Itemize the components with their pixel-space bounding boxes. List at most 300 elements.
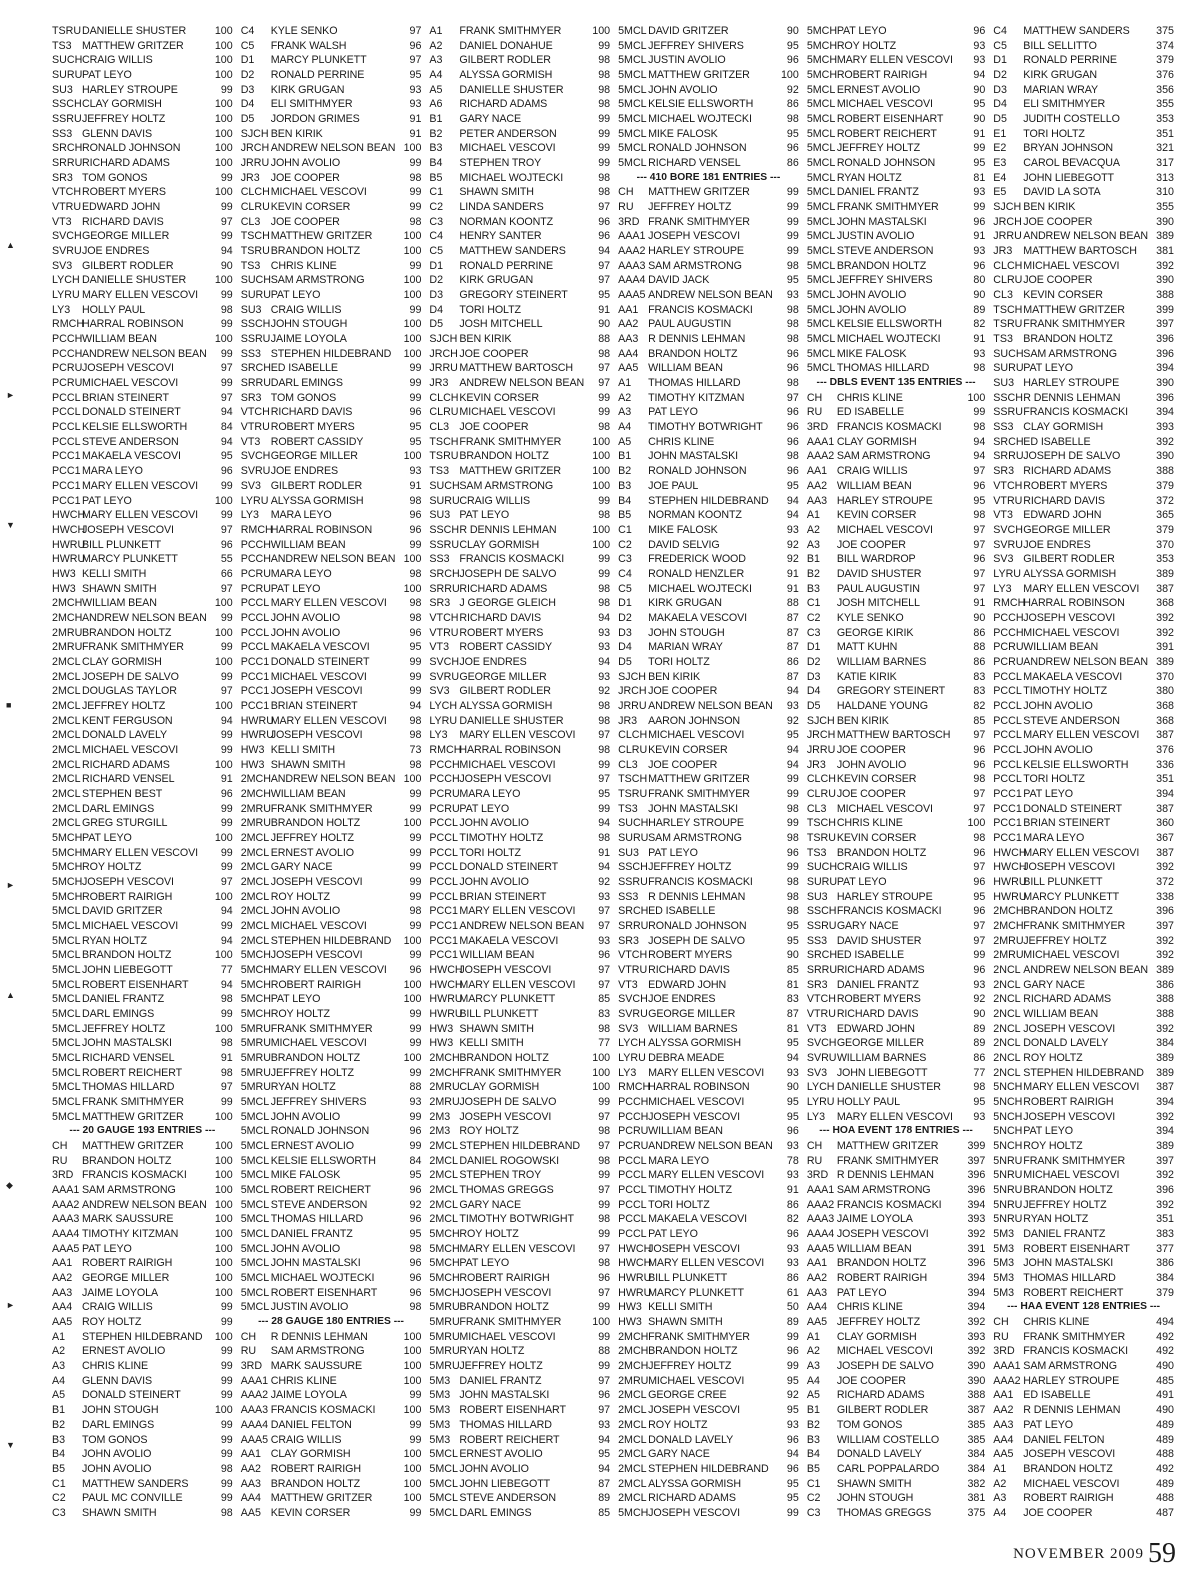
result-row bbox=[993, 670, 1174, 685]
result-row bbox=[52, 508, 233, 523]
result-score: 387 bbox=[1156, 582, 1174, 595]
result-code: JRRU bbox=[993, 230, 1022, 243]
result-code: 2MCL bbox=[618, 1477, 647, 1490]
result-score: 98 bbox=[409, 215, 422, 228]
result-row bbox=[807, 1447, 985, 1462]
result-code: AAA2 bbox=[618, 245, 646, 258]
result-code: SS3 bbox=[240, 347, 261, 360]
result-code: D1 bbox=[240, 54, 255, 67]
result-name: ED ISABELLE bbox=[1023, 1389, 1091, 1402]
result-name: MICHAEL VESCOVI bbox=[270, 670, 367, 683]
result-name: MICHAEL VESCOVI bbox=[1023, 259, 1120, 272]
result-row bbox=[429, 1022, 610, 1037]
result-name: MIKE FALOSK bbox=[270, 1169, 341, 1182]
result-name: DANIEL FRANTZ bbox=[836, 186, 919, 199]
result-row bbox=[807, 215, 985, 230]
result-name: MATTHEW GRITZER bbox=[82, 1110, 184, 1123]
result-code: AA3 bbox=[993, 1418, 1014, 1431]
result-code: SURU bbox=[806, 875, 838, 888]
result-score: 100 bbox=[214, 69, 233, 82]
result-name: ROY HOLTZ bbox=[648, 1418, 708, 1431]
result-code: AAA2 bbox=[52, 1198, 80, 1211]
result-row bbox=[993, 435, 1174, 450]
result-row bbox=[993, 1403, 1174, 1418]
result-name: JOHN STOUGH bbox=[648, 626, 725, 639]
result-name: MATTHEW GRITZER bbox=[648, 186, 750, 199]
result-code: SR3 bbox=[240, 391, 262, 404]
result-code: 5NCH bbox=[993, 1081, 1023, 1094]
result-code: TSRU bbox=[52, 25, 82, 37]
result-score: 387 bbox=[1156, 729, 1174, 742]
result-code: AAA3 bbox=[240, 1404, 269, 1417]
result-score: 99 bbox=[409, 655, 422, 668]
result-row bbox=[807, 1403, 985, 1418]
result-code: SU3 bbox=[806, 890, 828, 903]
result-row bbox=[807, 1418, 985, 1433]
result-row bbox=[241, 273, 422, 288]
result-score: 99 bbox=[786, 773, 799, 786]
result-row bbox=[993, 273, 1174, 288]
result-code: 2MCH bbox=[993, 905, 1024, 918]
result-code: A2 bbox=[52, 1345, 66, 1358]
result-name: CLAY GORMISH bbox=[270, 1448, 351, 1461]
result-row bbox=[429, 831, 610, 846]
result-score: 90 bbox=[786, 949, 799, 962]
result-row bbox=[429, 684, 610, 699]
result-name: RONALD JOHNSON bbox=[270, 1125, 370, 1138]
result-score: 96 bbox=[973, 479, 986, 492]
result-code: AA1 bbox=[240, 1448, 261, 1461]
result-code: LYRU bbox=[806, 1096, 835, 1109]
result-score: 96 bbox=[973, 25, 986, 37]
result-name: RICHARD ADAMS bbox=[836, 964, 925, 976]
result-name: MARA LEYO bbox=[459, 787, 521, 800]
result-code: RMCH bbox=[52, 318, 85, 331]
result-name: MICHAEL VESCOVI bbox=[270, 186, 367, 199]
result-row bbox=[807, 494, 985, 509]
result-name: MARY ELLEN VESCOVI bbox=[1023, 1081, 1140, 1094]
result-name: RICHARD ADAMS bbox=[82, 758, 170, 771]
result-code: PCRU bbox=[429, 802, 460, 815]
result-score: 100 bbox=[214, 949, 233, 962]
result-name: WILLIAM BEAN bbox=[836, 479, 912, 492]
result-code: JRCH bbox=[429, 347, 458, 360]
result-name: ANDREW NELSON BEAN bbox=[270, 142, 396, 155]
result-name: R DENNIS LEHMAN bbox=[648, 890, 746, 903]
result-name: JOHN MASTALSKI bbox=[270, 1257, 361, 1270]
result-name: HARRAL ROBINSON bbox=[82, 318, 184, 331]
result-score: 96 bbox=[409, 1213, 422, 1226]
result-code: 5MCL bbox=[52, 964, 81, 976]
result-score: 97 bbox=[973, 567, 986, 580]
result-code: 2MCL bbox=[618, 1389, 647, 1402]
result-score: 100 bbox=[403, 1330, 422, 1343]
result-score: 98 bbox=[598, 1154, 611, 1167]
result-score: 91 bbox=[220, 1052, 233, 1065]
result-name: TIMOTHY KITZMAN bbox=[648, 391, 745, 404]
result-score: 98 bbox=[409, 611, 422, 624]
result-name: ROBERT EISENHART bbox=[836, 113, 944, 126]
result-row bbox=[807, 156, 985, 171]
result-row bbox=[241, 68, 422, 83]
result-name: CLAY GORMISH bbox=[836, 1330, 917, 1343]
result-score: 99 bbox=[220, 1096, 233, 1109]
result-name: WILLIAM BARNES bbox=[648, 1022, 738, 1035]
result-score: 87 bbox=[786, 626, 799, 639]
result-row bbox=[52, 1447, 233, 1462]
result-code: VTCH bbox=[429, 611, 459, 624]
result-name: JOHN AVOLIO bbox=[270, 1110, 341, 1123]
result-code: SR3 bbox=[806, 978, 828, 991]
result-score: 96 bbox=[973, 964, 986, 976]
result-code: 5MCL bbox=[618, 157, 647, 170]
result-name: THOMAS HILLARD bbox=[836, 362, 930, 375]
result-name: TIMOTHY BOTWRIGHT bbox=[648, 421, 763, 434]
result-row bbox=[52, 802, 233, 817]
result-code: 5MCL bbox=[618, 113, 647, 126]
result-name: ROY HOLTZ bbox=[1023, 1140, 1083, 1153]
result-code: 5M3 bbox=[993, 1286, 1015, 1299]
result-code: 5M3 bbox=[429, 1418, 451, 1431]
result-score: 98 bbox=[786, 113, 799, 126]
result-code: PCC1 bbox=[240, 655, 270, 668]
result-score: 98 bbox=[786, 377, 799, 390]
result-score: 392 bbox=[967, 1316, 986, 1329]
result-row bbox=[241, 1183, 422, 1198]
result-code: C2 bbox=[806, 1492, 821, 1505]
result-name: JOSEPH VESCOVI bbox=[1023, 1110, 1116, 1123]
result-score: 99 bbox=[786, 201, 799, 214]
result-row bbox=[52, 420, 233, 435]
result-code: 2MCL bbox=[618, 1448, 647, 1461]
result-score: 384 bbox=[1156, 1037, 1174, 1050]
result-name: MICHAEL VESCOVI bbox=[836, 1345, 933, 1358]
result-name: JOSEPH VESCOVI bbox=[648, 230, 740, 243]
result-row bbox=[241, 1227, 422, 1242]
result-name: MATTHEW BARTOSCH bbox=[836, 729, 951, 742]
result-code: D5 bbox=[240, 113, 255, 126]
result-row bbox=[807, 1095, 985, 1110]
result-row bbox=[241, 1477, 422, 1492]
result-row bbox=[429, 1418, 610, 1433]
result-code: 2MCH bbox=[240, 787, 271, 800]
result-score: 490 bbox=[1156, 1404, 1174, 1417]
result-score: 91 bbox=[409, 113, 422, 126]
result-name: PAT LEYO bbox=[459, 802, 510, 815]
result-score: 100 bbox=[403, 1477, 422, 1490]
result-code: PCCL bbox=[240, 626, 270, 639]
result-score: 99 bbox=[220, 1316, 233, 1329]
result-row bbox=[993, 1256, 1174, 1271]
result-name: STEPHEN HILDEBRAND bbox=[270, 934, 392, 947]
result-name: STEPHEN HILDEBRAND bbox=[1023, 1066, 1144, 1079]
result-score: 93 bbox=[786, 1066, 799, 1079]
result-score: 95 bbox=[409, 641, 422, 654]
result-code: JRRU bbox=[806, 743, 836, 756]
result-name: JOHN MASTALSKI bbox=[82, 1037, 172, 1050]
result-row bbox=[52, 127, 233, 142]
result-name: MAKAELA VESCOVI bbox=[270, 641, 370, 654]
result-code: HWRU bbox=[993, 890, 1027, 903]
result-code: SJCH bbox=[806, 714, 835, 727]
result-score: 100 bbox=[780, 69, 799, 82]
result-score: 93 bbox=[786, 1257, 799, 1270]
result-row bbox=[52, 449, 233, 464]
result-code: RU bbox=[240, 1345, 257, 1358]
result-code: HWRU bbox=[618, 1286, 652, 1299]
result-row bbox=[618, 816, 799, 831]
result-name: SHAWN SMITH bbox=[459, 186, 534, 199]
result-name: ALYSSA GORMISH bbox=[1023, 567, 1117, 580]
result-code: D5 bbox=[429, 318, 444, 331]
result-code: TS3 bbox=[806, 846, 827, 859]
result-code: AA2 bbox=[240, 1462, 261, 1475]
result-row bbox=[241, 802, 422, 817]
result-name: JOSEPH VESCOVI bbox=[648, 1242, 740, 1255]
result-code: E2 bbox=[993, 142, 1007, 155]
result-name: RICHARD ADAMS bbox=[459, 98, 548, 111]
result-score: 99 bbox=[220, 83, 233, 96]
result-name: ROBERT REICHERT bbox=[270, 1184, 371, 1197]
result-name: FRANCIS KOSMACKI bbox=[648, 875, 753, 888]
result-row bbox=[807, 347, 985, 362]
result-score: 388 bbox=[1156, 465, 1174, 478]
result-code: PCCL bbox=[429, 875, 458, 888]
result-code: 5MCL bbox=[806, 215, 836, 228]
result-code: LY3 bbox=[429, 729, 448, 742]
result-name: JOSEPH VESCOVI bbox=[648, 1404, 740, 1417]
result-name: MARK SAUSSURE bbox=[82, 1213, 174, 1226]
result-name: MARY ELLEN VESCOVI bbox=[1023, 846, 1140, 859]
result-score: 86 bbox=[786, 157, 799, 170]
result-name: ANDREW NELSON BEAN bbox=[270, 553, 396, 566]
result-row bbox=[241, 127, 422, 142]
result-name: ROBERT MYERS bbox=[1023, 479, 1108, 492]
result-row bbox=[241, 1036, 422, 1051]
result-score: 100 bbox=[214, 142, 233, 155]
result-name: PAUL AUGUSTIN bbox=[648, 318, 732, 331]
result-row bbox=[429, 508, 610, 523]
result-code: D4 bbox=[429, 303, 444, 316]
result-code: A4 bbox=[806, 1374, 820, 1387]
result-code: RMCH bbox=[993, 597, 1026, 610]
result-row bbox=[807, 699, 985, 714]
result-score: 93 bbox=[409, 1096, 422, 1109]
result-row bbox=[993, 1198, 1174, 1213]
result-score: 100 bbox=[214, 1257, 233, 1270]
result-row bbox=[993, 1066, 1174, 1081]
result-code: SU3 bbox=[993, 377, 1015, 390]
result-score: 96 bbox=[409, 1272, 422, 1285]
result-code: PCCL bbox=[993, 714, 1022, 727]
result-code: SR3 bbox=[429, 597, 451, 610]
result-row bbox=[241, 611, 422, 626]
result-code: SU3 bbox=[618, 846, 639, 859]
event-header-text: --- 410 BORE 181 ENTRIES --- bbox=[636, 171, 781, 183]
result-code: HWRU bbox=[240, 714, 274, 727]
result-code: 5MCL bbox=[240, 1286, 270, 1299]
result-code: PCCH bbox=[993, 611, 1024, 624]
result-row bbox=[807, 141, 985, 156]
result-code: 5MCL bbox=[429, 1448, 458, 1461]
result-code: 5MCH bbox=[429, 1272, 460, 1285]
result-score: 96 bbox=[973, 875, 986, 888]
result-row bbox=[618, 1403, 799, 1418]
result-code: AA4 bbox=[993, 1433, 1014, 1446]
result-score: 100 bbox=[214, 1213, 233, 1226]
result-name: MARY ELLEN VESCOVI bbox=[648, 1066, 765, 1079]
result-score: 97 bbox=[973, 934, 986, 947]
result-name: PAUL AUGUSTIN bbox=[836, 582, 920, 595]
result-score: 95 bbox=[409, 435, 422, 448]
result-code: AA4 bbox=[52, 1301, 73, 1314]
result-code: B3 bbox=[806, 582, 820, 595]
result-row bbox=[429, 1036, 610, 1051]
result-score: 95 bbox=[973, 890, 986, 903]
result-row bbox=[429, 1433, 610, 1448]
result-row bbox=[241, 259, 422, 274]
result-score: 100 bbox=[403, 1448, 422, 1461]
result-name: JOHN AVOLIO bbox=[836, 289, 907, 302]
result-row bbox=[618, 655, 799, 670]
result-code: 2MRU bbox=[618, 1374, 649, 1387]
result-name: MARCY PLUNKETT bbox=[648, 1286, 744, 1299]
result-score: 96 bbox=[409, 39, 422, 52]
result-row bbox=[993, 1036, 1174, 1051]
result-row bbox=[429, 1007, 610, 1022]
result-code: 5MCL bbox=[52, 1008, 81, 1021]
result-code: VTCH bbox=[618, 949, 648, 962]
result-row bbox=[429, 1477, 610, 1492]
result-code: 5MCL bbox=[240, 1110, 270, 1123]
result-name: R DENNIS LEHMAN bbox=[1023, 391, 1121, 404]
result-name: MATTHEW GRITZER bbox=[1023, 303, 1125, 316]
result-row bbox=[993, 919, 1174, 934]
result-code: PCRU bbox=[240, 582, 271, 595]
result-row bbox=[241, 714, 422, 729]
result-name: BRIAN STEINERT bbox=[270, 699, 358, 712]
result-code: 2MCL bbox=[240, 905, 270, 918]
result-row bbox=[807, 772, 985, 787]
result-row bbox=[241, 229, 422, 244]
result-score: 392 bbox=[1156, 1022, 1174, 1035]
result-code: A3 bbox=[806, 538, 820, 551]
result-code: SURU bbox=[240, 289, 271, 302]
result-code: SJCH bbox=[429, 333, 458, 346]
result-score: 92 bbox=[786, 1389, 799, 1402]
result-score: 98 bbox=[973, 421, 986, 434]
result-name: MARY ELLEN VESCOVI bbox=[1023, 582, 1140, 595]
result-score: 88 bbox=[973, 641, 986, 654]
result-name: SHAWN SMITH bbox=[459, 1022, 534, 1035]
result-name: ROBERT EISENHART bbox=[1023, 1242, 1130, 1255]
result-row bbox=[993, 244, 1174, 259]
result-row bbox=[618, 1007, 799, 1022]
result-score: 100 bbox=[592, 523, 611, 536]
result-row bbox=[618, 97, 799, 112]
result-name: CLAY GORMISH bbox=[82, 98, 162, 111]
result-name: JOHN LIEBEGOTT bbox=[836, 1066, 928, 1079]
result-score: 99 bbox=[409, 391, 422, 404]
result-name: MATTHEW GRITZER bbox=[648, 69, 750, 82]
result-score: 397 bbox=[1156, 1154, 1174, 1167]
result-name: MIKE FALOSK bbox=[648, 523, 718, 536]
result-row bbox=[618, 508, 799, 523]
result-row bbox=[993, 83, 1174, 98]
result-code: HW3 bbox=[52, 567, 76, 580]
result-row bbox=[993, 816, 1174, 831]
result-code: PCCL bbox=[240, 597, 270, 610]
result-row bbox=[993, 1506, 1174, 1521]
result-name: MATTHEW GRITZER bbox=[459, 465, 562, 478]
result-name: ROBERT RAIRIGH bbox=[1023, 1096, 1114, 1109]
result-name: ROBERT EISENHART bbox=[270, 1286, 378, 1299]
result-score: 397 bbox=[1156, 919, 1174, 932]
result-score: 95 bbox=[598, 787, 611, 800]
result-score: 384 bbox=[967, 1462, 986, 1475]
result-row bbox=[429, 816, 610, 831]
result-row bbox=[618, 1168, 799, 1183]
result-score: 99 bbox=[598, 157, 611, 170]
result-name: JEFFREY HOLTZ bbox=[648, 201, 732, 214]
result-code: D4 bbox=[618, 641, 632, 654]
result-code: RU bbox=[993, 1330, 1009, 1343]
result-name: JOHN MASTALSKI bbox=[459, 1389, 550, 1402]
result-row bbox=[618, 391, 799, 406]
result-code: 5MCL bbox=[240, 1198, 270, 1211]
result-name: BRANDON HOLTZ bbox=[1023, 333, 1113, 346]
result-score: 390 bbox=[1156, 377, 1174, 390]
result-code: PCCH bbox=[52, 347, 83, 360]
result-name: BRANDON HOLTZ bbox=[1023, 1462, 1113, 1475]
result-score: 392 bbox=[1156, 949, 1174, 962]
result-score: 99 bbox=[220, 1477, 233, 1490]
result-score: 97 bbox=[973, 582, 986, 595]
result-name: MICHAEL VESCOVI bbox=[82, 743, 179, 756]
result-row bbox=[807, 875, 985, 890]
result-code: PCCL bbox=[429, 831, 458, 844]
result-row bbox=[807, 538, 985, 553]
result-name: HARRAL ROBINSON bbox=[459, 743, 561, 756]
result-score: 94 bbox=[598, 611, 611, 624]
result-code: 5MCL bbox=[240, 1228, 270, 1241]
result-row bbox=[52, 24, 233, 39]
result-name: JOHN AVOLIO bbox=[270, 626, 341, 639]
result-name: FRANK SMITHMYER bbox=[459, 25, 562, 37]
result-name: WILLIAM BEAN bbox=[648, 362, 723, 375]
result-score: 99 bbox=[598, 553, 611, 566]
result-score: 94 bbox=[973, 435, 986, 448]
result-name: JOSEPH VESCOVI bbox=[82, 875, 174, 888]
result-score: 100 bbox=[403, 274, 422, 287]
result-score: 85 bbox=[598, 993, 611, 1006]
result-row bbox=[993, 1007, 1174, 1022]
result-row bbox=[993, 68, 1174, 83]
result-code: 2MRU bbox=[52, 641, 83, 654]
result-code: SSCH bbox=[429, 523, 460, 536]
result-row bbox=[52, 244, 233, 259]
result-code: LYRU bbox=[993, 567, 1022, 580]
result-score: 100 bbox=[214, 54, 233, 67]
result-code: SJCH bbox=[993, 201, 1022, 214]
result-code: 5MCL bbox=[240, 1272, 270, 1285]
result-code: AA4 bbox=[806, 1301, 828, 1314]
result-code: C5 bbox=[240, 39, 255, 52]
result-name: TORI HOLTZ bbox=[459, 846, 521, 859]
result-code: B1 bbox=[52, 1404, 66, 1417]
result-score: 93 bbox=[598, 1418, 611, 1431]
result-name: ANDREW NELSON BEAN bbox=[459, 919, 585, 932]
